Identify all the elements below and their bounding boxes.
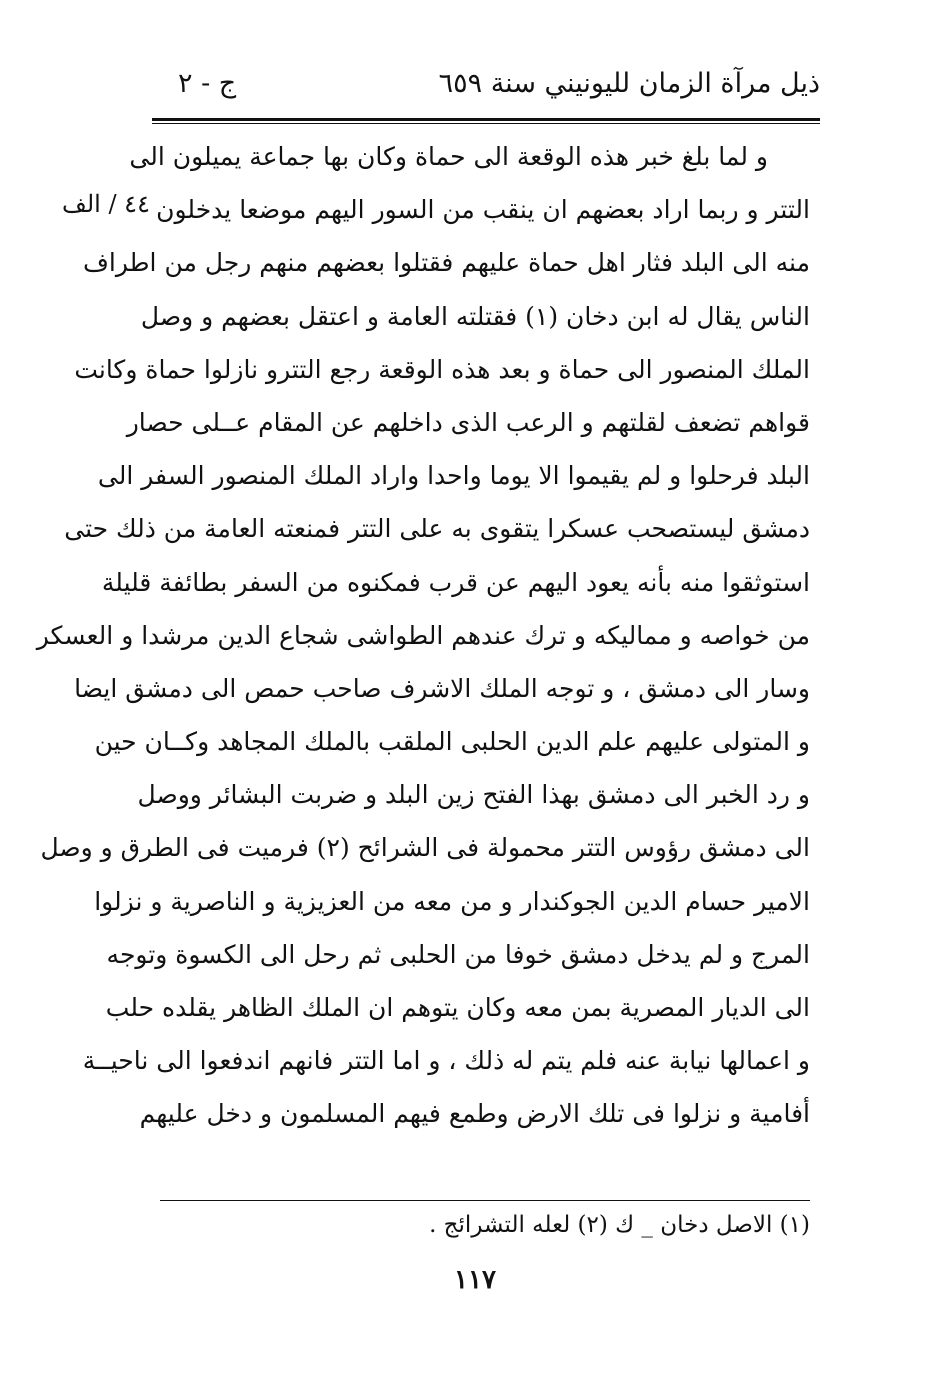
text-line: أفامية و نزلوا فى تلك الارض وطمع فيهم المسلمون و دخل عليهم xyxy=(139,1099,810,1129)
header-title: ذيل مرآة الزمان لليونيني سنة ٦٥٩ xyxy=(438,68,820,99)
text-line: قواهم تضعف لقلتهم و الرعب الذى داخلهم عن المقام عــلى حصار xyxy=(126,407,810,437)
text-line: التتر و ربما اراد بعضهم ان ينقب من السور اليهم موضعا يدخلون xyxy=(156,195,810,225)
text-line: البلد فرحلوا و لم يقيموا الا يوما واحدا واراد الملك المنصور السفر الى xyxy=(97,461,810,491)
running-header xyxy=(150,62,820,112)
text-line: و اعمالها نيابة عنه فلم يتم له ذلك ، و اما التتر فانهم اندفعوا الى ناحيــة xyxy=(82,1046,810,1076)
text-line: من خواصه و مماليكه و ترك عندهم الطواشى شجاع الدين مرشدا و العسكر xyxy=(36,620,810,650)
text-line: الامير حسام الدين الجوكندار و من معه من العزيزية و الناصرية و نزلوا xyxy=(94,886,810,916)
page-number: ١١٧ xyxy=(454,1265,496,1295)
text-line: دمشق ليستصحب عسكرا يتقوى به على التتر فمنعته العامة من ذلك حتى xyxy=(64,514,810,544)
text-line: و رد الخبر الى دمشق بهذا الفتح زين البلد و ضربت البشائر ووصل xyxy=(137,780,810,810)
margin-folio-note: ٤٤ / الف xyxy=(62,190,150,218)
text-line: المرج و لم يدخل دمشق خوفا من الحلبى ثم رحل الى الكسوة وتوجه xyxy=(106,939,810,969)
text-line: و المتولى عليهم علم الدين الحلبى الملقب بالملك المجاهد وكــان حين xyxy=(94,727,810,757)
text-line: الناس يقال له ابن دخان (١) فقتلته العامة و اعتقل بعضهم و وصل xyxy=(140,301,810,331)
text-line: و لما بلغ خبر هذه الوقعة الى حماة وكان بها جماعة يميلون الى xyxy=(129,142,768,171)
text-line: وسار الى دمشق ، و توجه الملك الاشرف صاحب حمص الى دمشق ايضا xyxy=(74,673,810,703)
header-volume: ج - ٢ xyxy=(178,68,237,99)
text-line: استوثقوا منه بأنه يعود اليهم عن قرب فمكنوه من السفر بطائفة قليلة xyxy=(101,567,810,597)
footnote: (١) الاصل دخان _ ك (٢) لعله التشرائج . xyxy=(429,1212,810,1238)
footnote-divider xyxy=(160,1200,810,1201)
header-divider xyxy=(152,118,820,124)
text-line: الى دمشق رؤوس التتر محمولة فى الشرائح (٢) فرميت فى الطرق و وصل xyxy=(40,833,810,863)
text-line: منه الى البلد فثار اهل حماة عليهم فقتلوا بعضهم منهم رجل من اطراف xyxy=(83,248,810,278)
text-line: الملك المنصور الى حماة و بعد هذه الوقعة رجع التترو نازلوا حماة وكانت xyxy=(74,354,810,384)
text-line: الى الديار المصرية بمن معه وكان يتوهم ان الملك الظاهر يقلده حلب xyxy=(105,993,810,1022)
